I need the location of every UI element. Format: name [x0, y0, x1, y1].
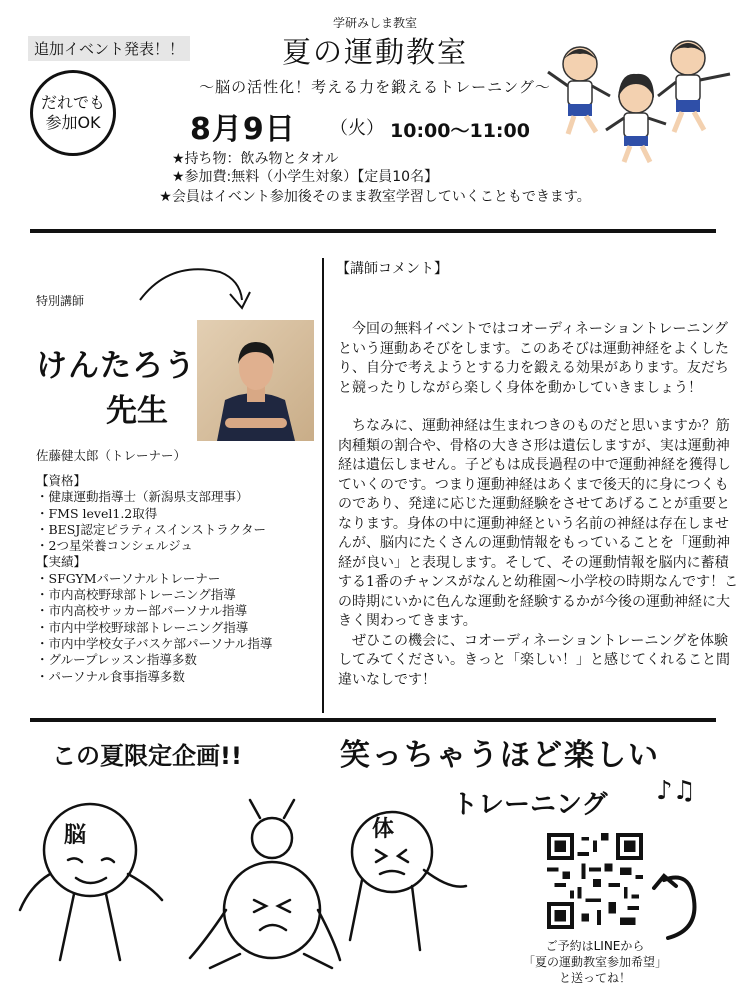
special-instructor-label: 特別講師: [36, 294, 85, 308]
comment-paragraph-1: 今回の無料イベントではコオーディネーショントレーニングという運動あそびをします。このあそびは運動神経をよくしたり、自分で考えようとする力を鍛える効果があります。友だちと競ったりしながら楽しく身体を動かしていきましょう！: [338, 321, 729, 396]
column-divider: [322, 258, 324, 713]
child-figure-2: [658, 41, 730, 132]
handwritten-training-label: トレーニング: [452, 790, 608, 820]
line-qr-code[interactable]: [547, 833, 643, 929]
items-to-bring: ★持ち物：飲み物とタオル: [172, 151, 339, 167]
brain-doodle-label: 脳: [64, 823, 87, 848]
qualifications-heading: 【資格】: [36, 473, 87, 488]
handwritten-summer-banner: この夏限定企画!!: [52, 742, 242, 770]
qualification-item: ・BESJ認定ピラティスインストラクター: [36, 521, 267, 537]
child-figure-1: [548, 47, 610, 134]
achievement-item: ・市内中学校野球部トレーニング指導: [36, 619, 249, 635]
achievement-item: ・市内中学校女子バスケ部パーソナル指導: [36, 635, 273, 651]
sitting-doodle-figure: [190, 800, 340, 968]
header-divider: [30, 229, 716, 233]
hand-drawn-arrow-icon: [650, 860, 710, 950]
instructor-credentials: [36, 473, 272, 685]
member-note: ★会員はイベント参加後そのまま教室学習していくこともできます。: [159, 189, 591, 205]
curved-arrow-icon: [130, 260, 270, 320]
comment-heading: 【講師コメント】: [336, 261, 448, 277]
comment-paragraph-2: ちなみに、運動神経は生まれつきのものだと思いますか？筋肉種類の割合や、骨格の大きさ形は遺伝しますが、実は運動神経は遺伝しません。子どもは成長過程の中で運動神経を獲得していくのです。つまり運動神経はあくまで後天的に身につくものであり、発達に応じた運動経験をさせてあげることが重要となります。身体の中に運動神経という名前の神経は存在しませんが、脳内にたくさんの運動情報をもっていることを「運動神経が良い」と表現します。そして、その運動情報を脳内に蓄積する1番のチャンスがなんと幼稚園〜小学校の時期なんです！この時期にいかに色んな運動を経験するかが今後の運動神経に大きく関わってきます。: [338, 418, 739, 629]
achievement-item: ・市内高校野球部トレーニング指導: [36, 587, 236, 603]
event-subtitle: 〜脳の活性化！考える力を鍛えるトレーニング〜: [199, 78, 551, 96]
event-day-of-week: （火）: [330, 118, 384, 139]
qualification-item: ・2つ星栄養コンシェルジュ: [36, 538, 193, 554]
participation-fee: ★参加費:無料（小学生対象）【定員10名】: [172, 169, 439, 185]
qualification-item: ・健康運動指導士（新潟県支部理事）: [36, 489, 249, 505]
event-date: 8月9日: [190, 112, 296, 147]
handwritten-fun-banner: 笑っちゃうほど楽しい: [340, 738, 660, 773]
badge-line-2: 参加OK: [45, 113, 101, 132]
instructor-full-name: 佐藤健太郎（トレーナー）: [36, 448, 187, 463]
brain-doodle-figure: [20, 804, 162, 960]
comment-paragraph-3: ぜひこの機会に、コオーディネーショントレーニングを体験してみてください。きっと「楽しい！」と感じてくれること間違いなしです！: [338, 632, 730, 688]
event-time: 10:00〜11:00: [390, 120, 530, 142]
achievement-item: ・グループレッスン指導多数: [36, 652, 197, 668]
qualification-item: ・FMS level1.2取得: [36, 505, 158, 521]
body-doodle-figure: [350, 812, 466, 950]
achievement-item: ・SFGYMパーソナルトレーナー: [36, 570, 221, 586]
instructor-comment: [338, 320, 742, 690]
child-figure-3: [606, 74, 666, 162]
reservation-line-1: ご予約はLINEから: [545, 939, 645, 953]
badge-line-1: だれでも: [40, 93, 105, 112]
children-exercising-illustration: [540, 34, 740, 164]
reservation-instructions: [500, 938, 690, 986]
achievement-item: ・パーソナル食事指導多数: [36, 668, 185, 684]
body-doodle-label: 体: [372, 817, 395, 842]
footer-divider: [30, 718, 716, 722]
achievements-heading: 【実績】: [36, 554, 87, 570]
achievement-item: ・市内高校サッカー部パーソナル指導: [36, 603, 248, 619]
reservation-line-3: と送ってね！: [558, 971, 631, 985]
event-title: 夏の運動教室: [281, 35, 468, 69]
reservation-line-2: 「夏の運動教室参加希望」: [522, 955, 667, 969]
handwritten-instructor-name: けんたろう: [36, 348, 196, 384]
instructor-photo: [197, 320, 314, 441]
handwritten-sensei: 先生: [106, 393, 168, 429]
announcement-tag: 追加イベント発表！！: [28, 36, 190, 61]
music-note-icon: ♪♫: [656, 776, 696, 806]
anyone-welcome-badge: [30, 70, 116, 156]
organizer-name: 学研みしま教室: [332, 16, 417, 30]
